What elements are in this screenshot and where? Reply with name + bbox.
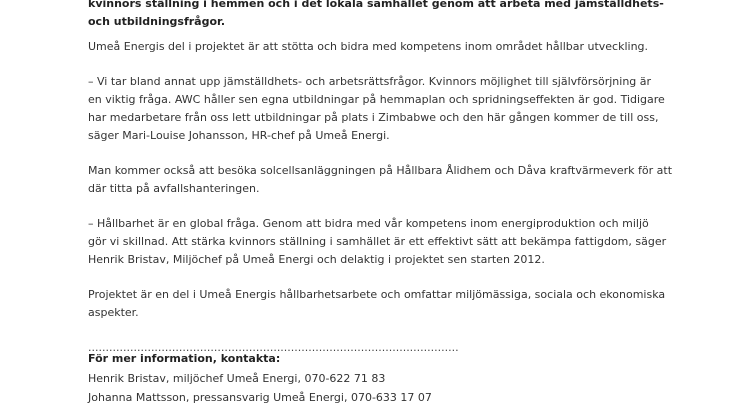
paragraph-4-line-1: – Hållbarhet är en global fråga. Genom att bidra med vår kompetens inom energiproduktion och miljö	[88, 217, 649, 230]
paragraph-4-line-3: Henrik Bristav, Miljöchef på Umeå Energi och delaktig i projektet sen starten 2012.	[88, 253, 545, 266]
intro-bold-line-1: kvinnors ställning i hemmen och i det lokala samhället genom att arbeta med jämställdhets-	[88, 0, 664, 10]
contact-heading: För mer information, kontakta:	[88, 352, 281, 365]
paragraph-2-line-3: har medarbetare från oss lett utbildningar på plats i Zimbabwe och den här gången kommer de till oss,	[88, 111, 659, 124]
contact-line-1: Henrik Bristav, miljöchef Umeå Energi, 070-622 71 83	[88, 372, 386, 385]
paragraph-3-line-1: Man kommer också att besöka solcellsanläggningen på Hållbara Ålidhem och Dåva kraftvärmeverk för att	[88, 164, 673, 177]
intro-bold-line-2: och utbildningsfrågor.	[88, 15, 226, 28]
paragraph-3-line-2: där titta på avfallshanteringen.	[88, 182, 260, 195]
contact-line-2: Johanna Mattsson, pressansvarig Umeå Energi, 070-633 17 07	[88, 391, 432, 404]
paragraph-5-line-1: Projektet är en del i Umeå Energis hållbarhetsarbete och omfattar miljömässiga, sociala och ekonomiska	[88, 288, 666, 301]
paragraph-4-line-2: gör vi skillnad. Att stärka kvinnors ställning i samhället är ett effektivt sätt att bekämpa fattigdom, säger	[88, 235, 667, 248]
dotted-separator: ..........................................................................................................	[88, 341, 459, 354]
paragraph-5-line-2: aspekter.	[88, 306, 139, 319]
paragraph-2-line-1: – Vi tar bland annat upp jämställdhets- och arbetsrättsfrågor. Kvinnors möjlighet till självförsörjning är	[88, 75, 652, 88]
paragraph-2-line-2: en viktig fråga. AWC håller sen egna utbildningar på hemmaplan och spridningseffekten är god. Tidigare	[88, 93, 665, 106]
paragraph-2-line-4: säger Mari-Louise Johansson, HR-chef på Umeå Energi.	[88, 129, 390, 142]
paragraph-1-line-1: Umeå Energis del i projektet är att stötta och bidra med kompetens inom området hållbar utveckling.	[88, 40, 649, 53]
